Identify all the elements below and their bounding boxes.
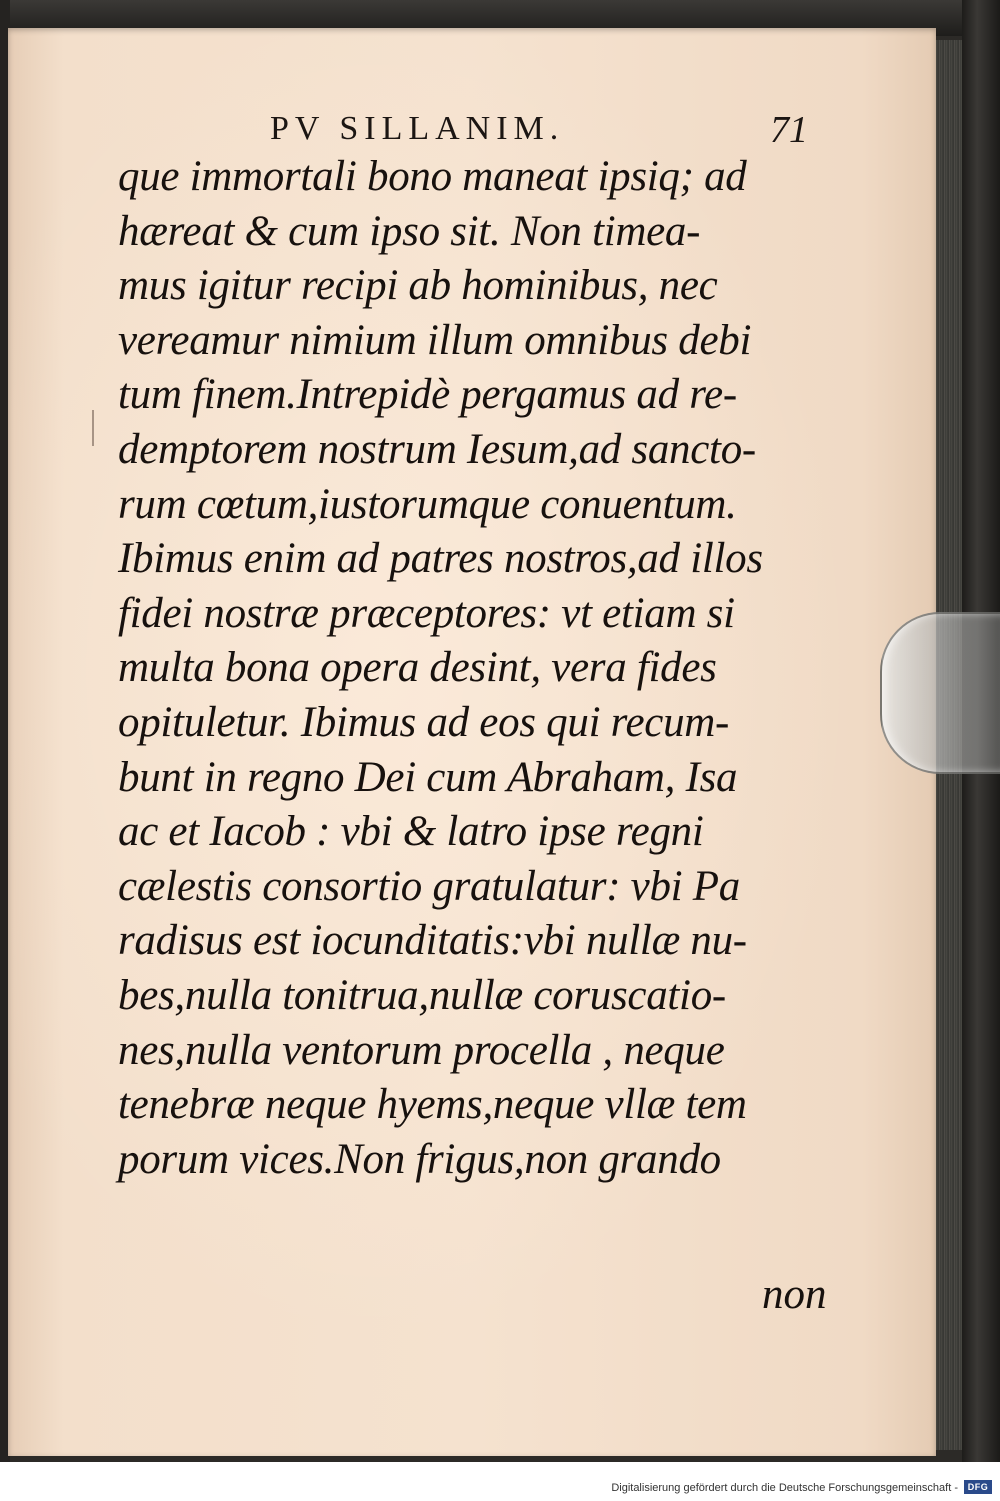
text-line: tenebræ neque hyems,neque vllæ tem [118,1081,747,1129]
text-line: radisus est iocunditatis:vbi nullæ nu- [118,917,747,965]
text-line: demptorem nostrum Iesum,ad sancto- [118,425,756,473]
text-line: bes,nulla tonitrua,nullæ coruscatio- [118,971,726,1019]
text-line: rum cœtum,iustorumque conuentum. [118,480,737,528]
text-block [118,150,838,1187]
text-line: vereamur nimium illum omnibus debi [118,316,752,364]
page-clip [880,612,1000,774]
running-head: PV SILLANIM. [270,110,565,147]
text-line: mus igitur recipi ab hominibus, nec [118,262,718,310]
text-line: multa bona opera desint, vera fides [118,644,717,692]
text-line: porum vices.Non frigus,non grando [118,1135,721,1183]
text-line: nes,nulla ventorum procella , neque [118,1026,725,1074]
text-line: hæreat & cum ipso sit. Non timea- [118,207,701,255]
text-line: fidei nostræ præceptores: vt etiam si [118,589,735,637]
text-line: ac et Iacob : vbi & latro ipse regni [118,808,704,856]
text-line: tum finem.Intrepidè pergamus ad re- [118,371,737,419]
text-line: bunt in regno Dei cum Abraham, Isa [118,753,738,801]
page-number: 71 [770,109,808,151]
margin-mark [92,410,94,446]
text-line: Ibimus enim ad patres nostros,ad illos [118,535,763,583]
catchword: non [762,1271,827,1318]
text-line: cælestis consortio gratulatur: vbi Pa [118,862,740,910]
funding-credit: Digitalisierung gefördert durch die Deutsche Forschungsgemeinschaft - [611,1482,958,1494]
text-line: que immortali bono maneat ipsiq; ad [118,153,747,200]
text-line: opituletur. Ibimus ad eos qui recum- [118,698,730,746]
dfg-logo: DFG [964,1480,992,1494]
